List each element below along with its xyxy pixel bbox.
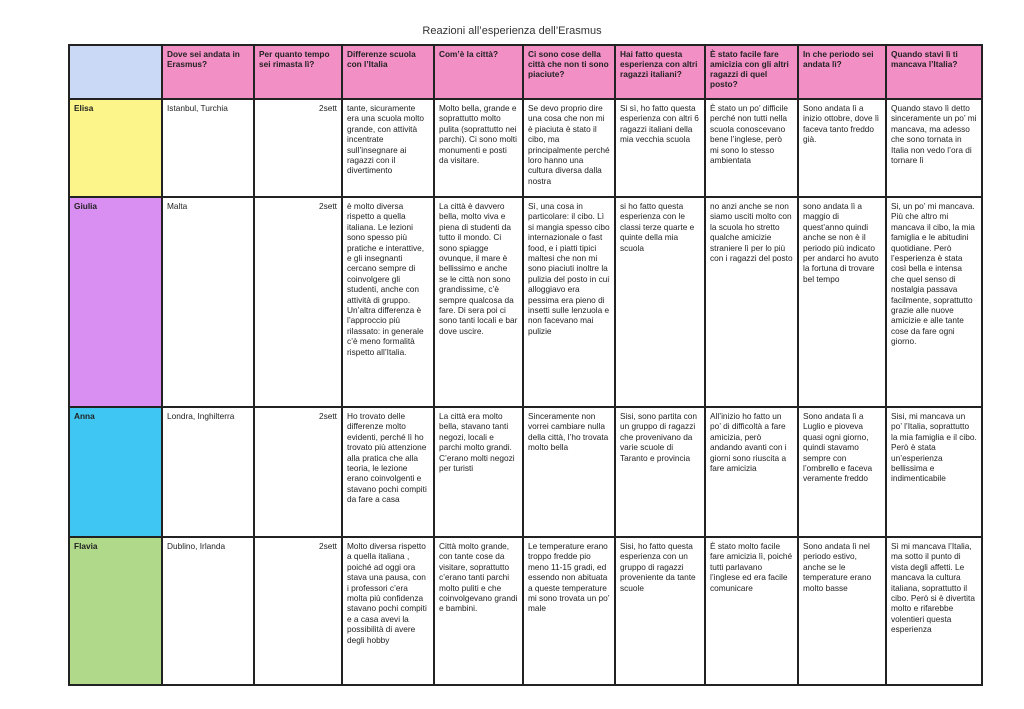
table-cell: Si sì, ho fatto questa esperienza con altri 6 ragazzi italiani della mia vecchia scuola — [615, 99, 705, 197]
table-cell: Quando stavo lì detto sinceramente un po’ mi mancava, ma adesso che sono tornata in Italia non vedo l’ora di tornare lì — [886, 99, 982, 197]
table-cell: Sono andata lì nel periodo estivo, anche se le temperature erano molto basse — [798, 537, 886, 685]
table-cell: sono andata lì a maggio di quest’anno quindi anche se non è il periodo più indicato per andarci ho avuto la fortuna di trovare bel tempo — [798, 197, 886, 407]
table-cell: Ho trovato delle differenze molto evidenti, perché lì ho trovato più attenzione alla pratica che alla teoria, le lezione erano coinvolgenti e stavano pochi compiti da fare a casa — [342, 407, 434, 537]
table-cell: Se devo proprio dire una cosa che non mi è piaciuta è stato il cibo, ma principalmente perché loro hanno una cultura diversa dalla nostra — [523, 99, 615, 197]
table-cell: Sì, una cosa in particolare: il cibo. Lì si mangia spesso cibo internazionale o fast food, e i piatti tipici maltesi che non mi sono piaciuti inoltre la pulizia del posto in cui alloggiavo era pessima era pieno di insetti sulle lenzuola e non facevano mai pulizie — [523, 197, 615, 407]
table-cell: Londra, Inghilterra — [162, 407, 254, 537]
table-cell: si ho fatto questa esperienza con le classi terze quarte e quinte della mia scuola — [615, 197, 705, 407]
table-cell: no anzi anche se non siamo usciti molto con la scuola ho stretto qualche amicizie straniere lì per lo più con i ragazzi del posto — [705, 197, 798, 407]
table-cell: Si, un po’ mi mancava. Più che altro mi mancava il cibo, la mia famiglia e le abitudini quotidiane. Però l’esperienza è stata così bella e intensa che quel senso di nostalgia passava facilmente, soprattutto grazie alle nuove amicizie e alle tante cose da fare ogni giorno. — [886, 197, 982, 407]
table-cell: tante, sicuramente era una scuola molto grande, con attività incentrate sull’insegnare ai ragazzi con il divertimento — [342, 99, 434, 197]
table-cell: Sisi, mi mancava un po’ l’Italia, soprattutto la mia famiglia e il cibo. Però è stata un’esperienza bellissima e indimenticabile — [886, 407, 982, 537]
table-row — [69, 197, 982, 407]
row-name-cell: Anna — [69, 407, 162, 537]
table-cell: Sinceramente non vorrei cambiare nulla della città, l’ho trovata molto bella — [523, 407, 615, 537]
table-cell: Dublino, Irlanda — [162, 537, 254, 685]
table-cell: Sono andata lì a Luglio e pioveva quasi ogni giorno, quindi stavamo sempre con l’ombrello e faceva veramente freddo — [798, 407, 886, 537]
header-cell: Dove sei andata in Erasmus? — [162, 45, 254, 99]
header-cell: Per quanto tempo sei rimasta lì? — [254, 45, 342, 99]
table-cell: Molto bella, grande e soprattutto molto pulita (soprattutto nei parchi). Ci sono molti monumenti e posti da visitare. — [434, 99, 523, 197]
table-cell: La città era molto bella, stavano tanti negozi, locali e parchi molto grandi. C’erano molti negozi per turisti — [434, 407, 523, 537]
row-name-cell: Giulia — [69, 197, 162, 407]
table-cell: Città molto grande, con tante cose da visitare, soprattutto c’erano tanti parchi molto puliti e che coinvolgevano grandi e bambini. — [434, 537, 523, 685]
header-corner — [69, 45, 162, 99]
table-cell: Le temperature erano troppo fredde pio meno 11-15 gradi, ed essendo non abituata a queste temperature mi sono trovata un po’ male — [523, 537, 615, 685]
table-cell: Molto diversa rispetto a quella italiana , poiché ad oggi ora stava una pausa, con i professori c’era molta più confidenza stavano pochi compiti e a casa avevi la possibilità di avere degli hobby — [342, 537, 434, 685]
table-cell: La città è davvero bella, molto viva e piena di studenti da tutto il mondo. Ci sono spiagge ovunque, il mare è bellissimo e anche se le città non sono grandissime, c’è sempre qualcosa da fare. Di sera poi ci sono tanti locali e bar dove uscire. — [434, 197, 523, 407]
header-cell: Ci sono cose della città che non ti sono piaciute? — [523, 45, 615, 99]
table-cell: Sisi, sono partita con un gruppo di ragazzi che provenivano da varie scuole di Taranto e provincia — [615, 407, 705, 537]
row-name-cell: Elisa — [69, 99, 162, 197]
header-cell: Hai fatto questa esperienza con altri ragazzi italiani? — [615, 45, 705, 99]
table-row — [69, 99, 982, 197]
table-row — [69, 537, 982, 685]
table-cell: 2sett — [254, 537, 342, 685]
header-row — [69, 45, 982, 99]
header-cell: Differenze scuola con l’Italia — [342, 45, 434, 99]
header-cell: Com’è la città? — [434, 45, 523, 99]
page-title: Reazioni all’esperienza dell’Erasmus — [422, 25, 602, 37]
header-cell: Quando stavi lì ti mancava l’Italia? — [886, 45, 982, 99]
header-cell: In che periodo sei andata lì? — [798, 45, 886, 99]
row-name-cell: Flavia — [69, 537, 162, 685]
table-cell: Sì mi mancava l’Italia, ma sotto il punto di vista degli affetti. Le mancava la cultura italiana, soprattutto il cibo. Però si è divertita molto e rifarebbe volentieri questa esperienza — [886, 537, 982, 685]
table-cell: è molto diversa rispetto a quella italiana. Le lezioni sono spesso più pratiche e interattive, e gli insegnanti cercano sempre di coinvolgere gli studenti, anche con attività di gruppo. Un’altra differenza è l’approccio più rilassato: in generale c’è meno formalità rispetto all’Italia. — [342, 197, 434, 407]
table-row — [69, 407, 982, 537]
table-cell: È stato un po’ difficile perché non tutti nella scuola conoscevano bene l’inglese, però mi sono lo stesso ambientata — [705, 99, 798, 197]
table-cell: 2sett — [254, 407, 342, 537]
table-cell: All’inizio ho fatto un po’ di difficoltà a fare amicizia, però andando avanti con i giorni sono riuscita a fare amicizia — [705, 407, 798, 537]
table-cell: 2sett — [254, 99, 342, 197]
header-cell: È stato facile fare amicizia con gli altri ragazzi di quel posto? — [705, 45, 798, 99]
table-cell: Malta — [162, 197, 254, 407]
table-cell: Istanbul, Turchia — [162, 99, 254, 197]
table-cell: È stato molto facile fare amicizia lì, poiché tutti parlavano l’inglese ed era facile comunicare — [705, 537, 798, 685]
table-cell: Sono andata lì a inizio ottobre, dove lì faceva tanto freddo già. — [798, 99, 886, 197]
table-cell: 2sett — [254, 197, 342, 407]
table-cell: Sisi, ho fatto questa esperienza con un gruppo di ragazzi proveniente da tante scuole — [615, 537, 705, 685]
erasmus-table — [68, 44, 983, 686]
